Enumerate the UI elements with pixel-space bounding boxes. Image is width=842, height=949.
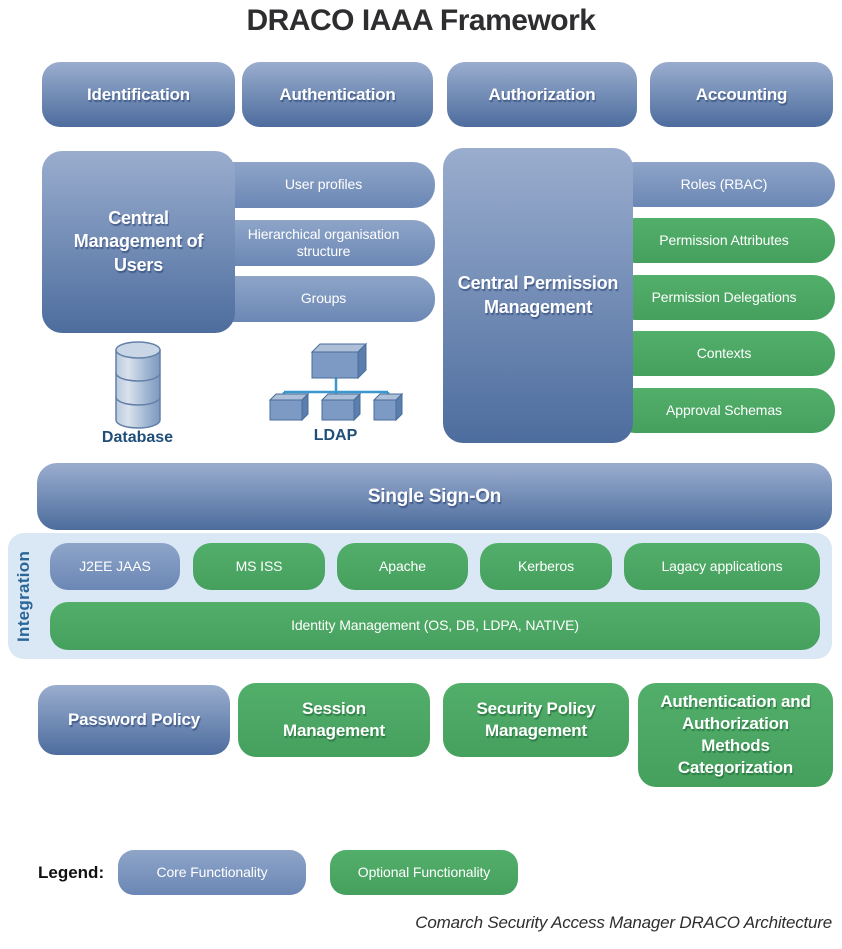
integration-panel-label: Integration xyxy=(14,550,33,642)
box-security-policy-management-label: Security Policy Management xyxy=(476,698,596,740)
box-authentication xyxy=(242,62,433,127)
box-authorization xyxy=(447,62,637,127)
box-accounting-label: Accounting xyxy=(695,84,788,104)
box-single-sign-on-label: Single Sign-On xyxy=(367,485,502,507)
box-permission-attributes xyxy=(613,218,835,263)
box-kerberos xyxy=(480,543,612,590)
box-identity-management-label: Identity Management (OS, DB, LDPA, NATIVE) xyxy=(291,617,579,634)
box-central-permission-management xyxy=(443,148,633,443)
box-permission-delegations xyxy=(613,275,835,320)
box-hierarchical-structure-label: Hierarchical organisation structure xyxy=(247,225,400,259)
footer-caption: Comarch Security Access Manager DRACO Architecture xyxy=(415,913,832,932)
box-accounting xyxy=(650,62,833,127)
legend-optional-functionality-label: Optional Functionality xyxy=(357,863,491,880)
database-label: Database xyxy=(101,429,174,446)
box-approval-schemas xyxy=(613,388,835,433)
legend-core-functionality xyxy=(118,850,306,895)
box-session-management-label: Session Management xyxy=(283,698,385,740)
box-contexts xyxy=(613,331,835,376)
legend-optional-functionality xyxy=(330,850,518,895)
box-auth-methods-categorization xyxy=(638,683,833,787)
legend-core-functionality-label: Core Functionality xyxy=(156,863,268,880)
page-title: DRACO IAAA Framework xyxy=(246,4,596,37)
box-j2ee-jaas xyxy=(50,543,180,590)
box-ms-iss-label: MS ISS xyxy=(235,557,283,574)
box-groups-label: Groups xyxy=(300,290,347,307)
box-permission-attributes-label: Permission Attributes xyxy=(659,231,789,248)
box-contexts-label: Contexts xyxy=(696,344,752,361)
box-kerberos-label: Kerberos xyxy=(517,557,574,574)
ldap-icon xyxy=(268,340,404,424)
box-legacy-applications xyxy=(624,543,820,590)
box-identity-management xyxy=(50,602,820,650)
box-groups xyxy=(212,276,435,322)
box-authorization-label: Authorization xyxy=(488,84,596,104)
box-authentication-label: Authentication xyxy=(279,84,396,104)
box-session-management xyxy=(238,683,430,757)
box-central-user-management xyxy=(42,151,235,333)
box-single-sign-on xyxy=(37,463,832,530)
box-user-profiles-label: User profiles xyxy=(284,176,363,193)
box-roles-rbac xyxy=(613,162,835,207)
box-identification-label: Identification xyxy=(87,84,190,104)
box-identification xyxy=(42,62,235,127)
box-central-permission-management-label: Central Permission Management xyxy=(457,273,619,317)
box-roles-rbac-label: Roles (RBAC) xyxy=(680,175,768,192)
box-central-user-management-label: Central Management of Users xyxy=(73,207,204,275)
box-auth-methods-categorization-label: Authentication and Authorization Methods Categorization xyxy=(660,691,811,778)
legend-title: Legend: xyxy=(38,862,105,882)
box-apache-label: Apache xyxy=(379,557,426,574)
box-j2ee-jaas-label: J2EE JAAS xyxy=(79,557,151,574)
ldap-label: LDAP xyxy=(313,427,358,444)
box-password-policy-label: Password Policy xyxy=(67,710,201,729)
box-user-profiles xyxy=(212,162,435,208)
box-password-policy xyxy=(38,685,230,755)
box-security-policy-management xyxy=(443,683,629,757)
box-approval-schemas-label: Approval Schemas xyxy=(666,401,782,418)
database-icon xyxy=(112,340,164,430)
box-apache xyxy=(337,543,468,590)
box-legacy-applications-label: Lagacy applications xyxy=(661,557,783,574)
box-permission-delegations-label: Permission Delegations xyxy=(651,288,797,305)
box-ms-iss xyxy=(193,543,325,590)
box-hierarchical-structure xyxy=(212,220,435,266)
